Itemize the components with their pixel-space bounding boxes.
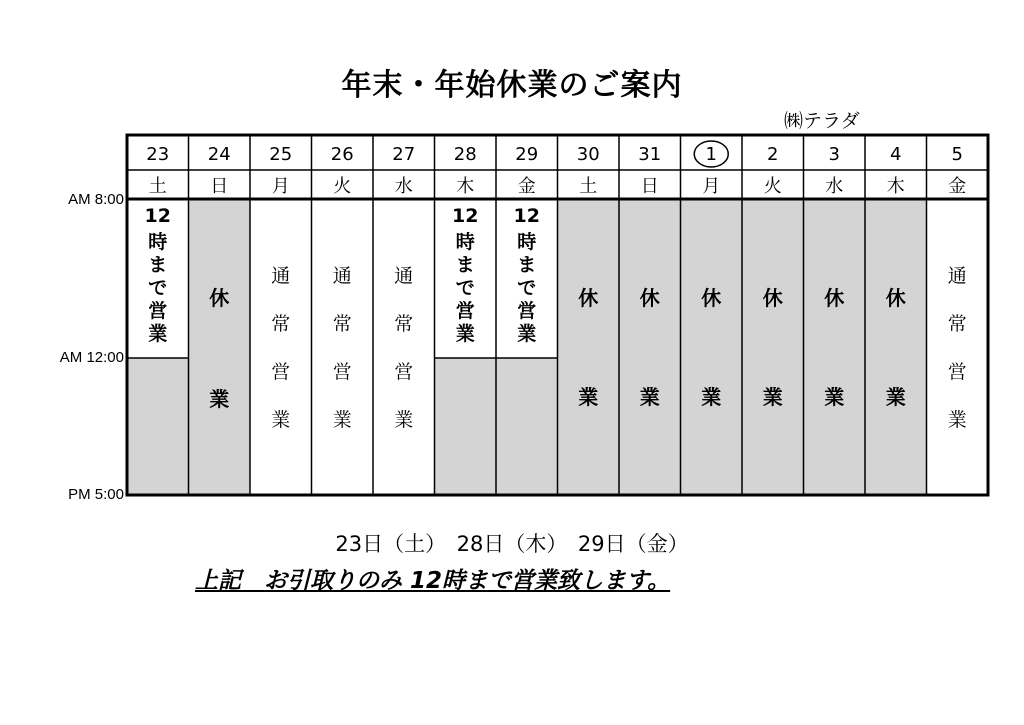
closed-text: 休 [762, 286, 783, 310]
closed-text: 業 [578, 385, 599, 409]
closed-text: 休 [701, 286, 722, 310]
open-text: 常 [332, 313, 352, 335]
page-title: 年末・年始休業のご案内 [341, 68, 683, 103]
day-weekday: 日 [210, 176, 229, 197]
hours-text: 12 [513, 205, 540, 227]
hours-text: 業 [455, 323, 475, 345]
closed-cell-fill [804, 199, 866, 495]
closed-text: 業 [762, 385, 783, 409]
afternoon-closed-fill [127, 358, 189, 495]
day-weekday: 水 [394, 176, 413, 197]
day-date: 5 [951, 144, 963, 165]
note-dates: 23日（土） 28日（木） 29日（金） [335, 532, 689, 556]
open-text: 営 [394, 361, 414, 383]
open-text: 常 [947, 313, 967, 335]
afternoon-closed-fill [435, 358, 497, 495]
day-date: 26 [330, 144, 354, 165]
day-date: 23 [146, 144, 170, 165]
day-date: 24 [207, 144, 231, 165]
day-date: 28 [453, 144, 477, 165]
day-weekday: 木 [456, 176, 475, 197]
hours-text: 時 [455, 231, 475, 253]
afternoon-closed-fill [496, 358, 558, 495]
hours-text: ま [148, 254, 168, 276]
hours-text: 時 [148, 231, 168, 253]
open-text: 業 [332, 409, 352, 431]
open-text: 通 [394, 265, 414, 287]
closed-text: 休 [209, 286, 230, 310]
open-text: 常 [394, 313, 414, 335]
day-date: 2 [767, 144, 779, 165]
time-label-am-8: AM 8:00 [68, 191, 124, 208]
open-text: 営 [332, 361, 352, 383]
closed-text: 業 [639, 385, 660, 409]
closed-text: 業 [701, 385, 722, 409]
day-weekday: 水 [825, 176, 844, 197]
hours-text: で [455, 277, 475, 299]
closed-cell-fill [558, 199, 620, 495]
hours-text: 業 [517, 323, 537, 345]
open-text: 業 [271, 409, 291, 431]
closed-text: 休 [885, 286, 906, 310]
day-weekday: 土 [579, 176, 598, 197]
day-date: 27 [392, 144, 416, 165]
day-date: 30 [576, 144, 600, 165]
hours-text: 営 [517, 300, 537, 322]
day-date: 4 [890, 144, 902, 165]
hours-text: 営 [455, 300, 475, 322]
hours-text: で [148, 277, 168, 299]
closed-cell-fill [681, 199, 743, 495]
note-main: 上記 お引取りのみ 12時まで営業致します。 [195, 568, 671, 594]
day-weekday: 土 [148, 176, 167, 197]
hours-text: 時 [517, 231, 537, 253]
open-text: 営 [271, 361, 291, 383]
closed-text: 休 [824, 286, 845, 310]
day-weekday: 月 [271, 176, 290, 197]
closed-text: 業 [885, 385, 906, 409]
closed-cell-fill [865, 199, 927, 495]
open-text: 業 [947, 409, 967, 431]
hours-text: 12 [144, 205, 171, 227]
closed-cell-fill [619, 199, 681, 495]
open-text: 常 [271, 313, 291, 335]
hours-text: ま [517, 254, 537, 276]
day-date: 3 [828, 144, 840, 165]
day-weekday: 月 [702, 176, 721, 197]
day-weekday: 日 [640, 176, 659, 197]
day-weekday: 木 [886, 176, 905, 197]
day-date: 25 [269, 144, 293, 165]
time-label-pm-5: PM 5:00 [68, 486, 124, 503]
day-weekday: 金 [517, 176, 536, 197]
time-label-am-12: AM 12:00 [59, 349, 124, 366]
day-weekday: 火 [763, 176, 782, 197]
closed-text: 業 [824, 385, 845, 409]
day-date: 31 [638, 144, 662, 165]
open-text: 通 [947, 265, 967, 287]
hours-text: で [517, 277, 537, 299]
open-text: 業 [394, 409, 414, 431]
hours-text: 業 [148, 323, 168, 345]
closed-text: 休 [639, 286, 660, 310]
hours-text: 営 [148, 300, 168, 322]
hours-text: 12 [452, 205, 479, 227]
day-weekday: 金 [948, 176, 967, 197]
closed-text: 業 [209, 387, 230, 411]
day-date: 29 [515, 144, 539, 165]
closed-cell-fill [742, 199, 804, 495]
company-name: ㈱テラダ [784, 110, 860, 132]
day-weekday: 火 [333, 176, 352, 197]
closed-text: 休 [578, 286, 599, 310]
closed-cell-fill [189, 199, 251, 495]
open-text: 通 [271, 265, 291, 287]
day-date: 1 [705, 144, 717, 165]
open-text: 営 [947, 361, 967, 383]
hours-text: ま [455, 254, 475, 276]
open-text: 通 [332, 265, 352, 287]
